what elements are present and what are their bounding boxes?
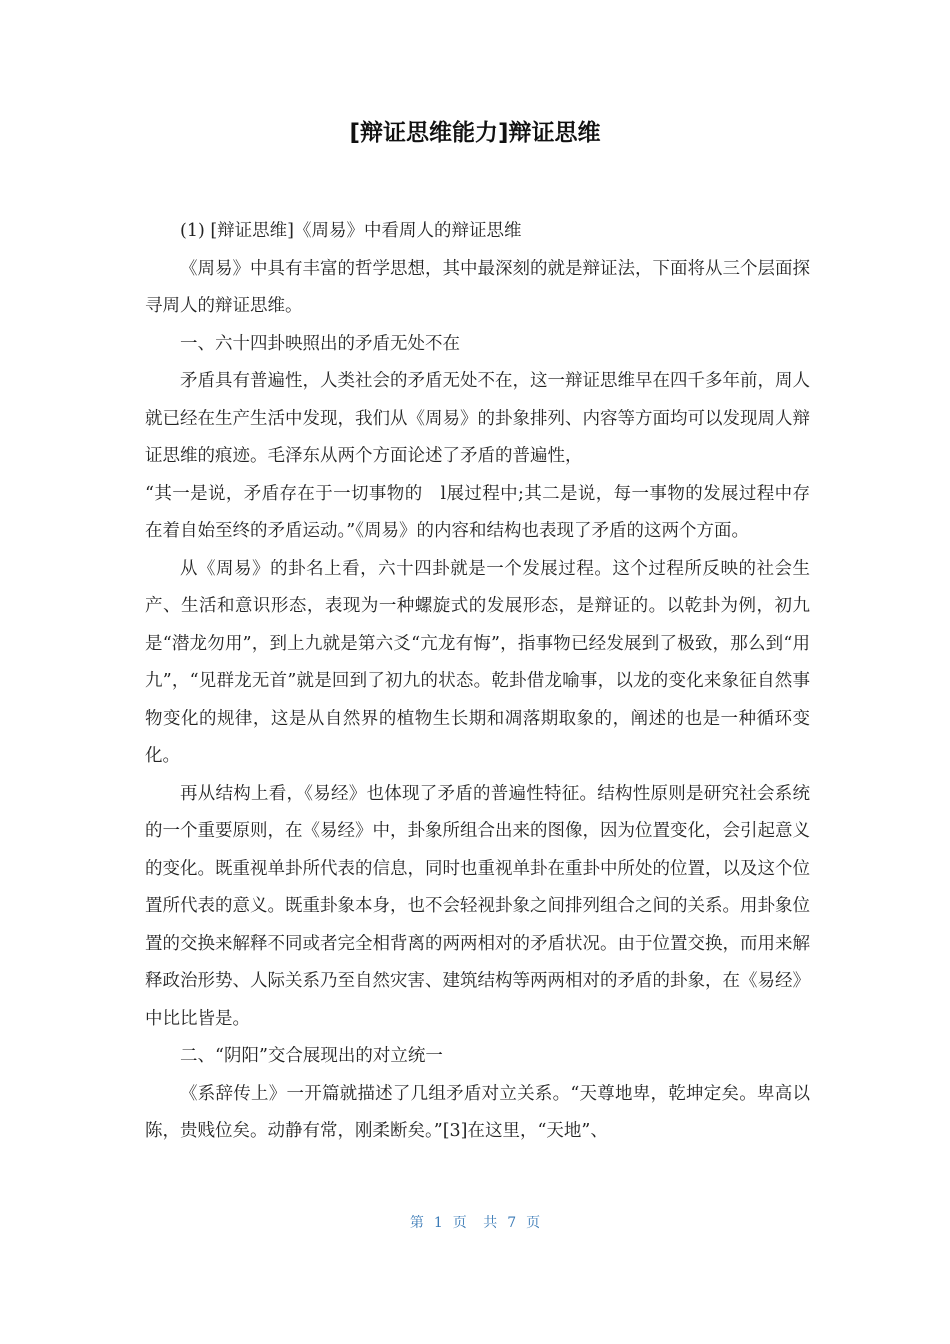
section-heading-1: 一、六十四卦映照出的矛盾无处不在 bbox=[180, 333, 460, 354]
document-title: [辩证思维能力]辩证思维 bbox=[349, 120, 601, 146]
page-footer bbox=[0, 1212, 950, 1232]
paragraph-body: 《系辞传上》一开篇就描述了几组矛盾对立关系。“天尊地卑，乾坤定矣。卑高以陈，贵贱位矣。动静有常，刚柔断矣。”[3]在这里，“天地”、 bbox=[145, 1083, 810, 1141]
paragraph-intro: 《周易》中具有丰富的哲学思想，其中最深刻的就是辩证法，下面将从三个层面探寻周人的辩证思维。 bbox=[145, 258, 810, 316]
section-heading-2: 二、“阴阳”交合展现出的对立统一 bbox=[180, 1046, 443, 1066]
paragraph-heading-1: (1) [辩证思维]《周易》中看周人的辩证思维 bbox=[180, 221, 522, 241]
footer-total-pages: 7 bbox=[507, 1215, 517, 1231]
footer-current-page: 1 bbox=[433, 1215, 443, 1231]
paragraph-body: 矛盾具有普遍性，人类社会的矛盾无处不在，这一辩证思维早在四千多年前，周人就已经在生产生活中发现，我们从《周易》的卦象排列、内容等方面均可以发现周人辩证思维的痕迹。毛泽东从两个方面论述了矛盾的普遍性， bbox=[145, 371, 810, 466]
document-body bbox=[145, 213, 810, 1151]
footer-label-of: 页 共 bbox=[452, 1215, 498, 1231]
footer-label-end: 页 bbox=[526, 1215, 541, 1231]
paragraph-body: 再从结构上看，《易经》也体现了矛盾的普遍性特征。结构性原则是研究社会系统的一个重要原则，在《易经》中，卦象所组合出来的图像，因为位置变化，会引起意义的变化。既重视单卦所代表的信息，同时也重视单卦在重卦中所处的位置，以及这个位置所代表的意义。既重卦象本身，也不会轻视卦象之间排列组合之间的关系。用卦象位置的交换来解释不同或者完全相背离的两两相对的矛盾状况。由于位置交换，而用来解释政治形势、人际关系乃至自然灾害、建筑结构等两两相对的矛盾的卦象，在《易经》中比比皆是。 bbox=[145, 783, 810, 1029]
footer-label-page: 第 bbox=[409, 1215, 424, 1231]
paragraph-quote: “其一是说，矛盾存在于一切事物的 l展过程中;其二是说，每一事物的发展过程中存在着自始至终的矛盾运动。”《周易》的内容和结构也表现了矛盾的这两个方面。 bbox=[145, 483, 810, 541]
paragraph-body: 从《周易》的卦名上看，六十四卦就是一个发展过程。这个过程所反映的社会生产、生活和意识形态，表现为一种螺旋式的发展形态，是辩证的。以乾卦为例，初九是“潜龙勿用”，到上九就是第六爻“亢龙有悔”，指事物已经发展到了极致，那么到“用九”，“见群龙无首”就是回到了初九的状态。乾卦借龙喻事，以龙的变化来象征自然事物变化的规律，这是从自然界的植物生长期和凋落期取象的，阐述的也是一种循环变化。 bbox=[145, 558, 810, 766]
